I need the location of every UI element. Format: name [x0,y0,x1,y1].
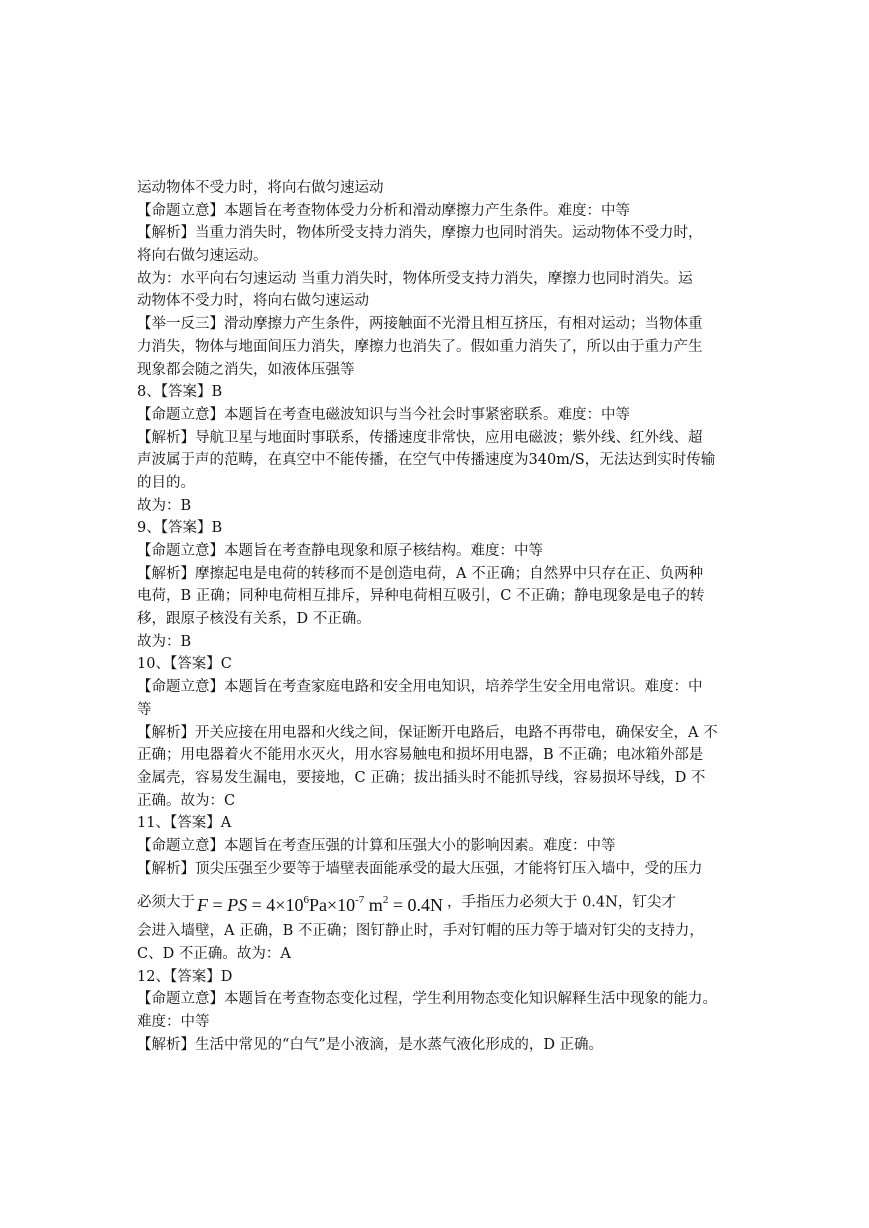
text-block-after-formula [137,920,737,1056]
formula-PS: PS [227,895,248,916]
text-line: 9、【答案】B [137,520,223,537]
text-line: 运动物体不受力时，将向右做匀速运动 [137,180,384,196]
text-block-before-formula [137,177,737,880]
text-line: 移，跟原子核没有关系，D 不正确。 [137,611,371,628]
text-line: 【解析】导航卫星与地面时事联系，传播速度非常快，应用电磁波；紫外线、红外线、超 [137,429,703,446]
formula-result: = 0.4N [388,895,443,916]
text-line: 故为：B [137,497,192,514]
formula-eq1: = [208,895,228,916]
formula-exp2: -7 [355,894,365,907]
text-line: 【命题立意】本题旨在考查电磁波知识与当今社会时事紧密联系。难度：中等 [137,406,630,423]
text-line: 力消失，物体与地面间压力消失，摩擦力也消失了。假如重力消失了，所以由于重力产生 [137,338,703,355]
text-line: 声波属于声的范畴，在真空中不能传播，在空气中传播速度为340m/S，无法达到实时传输 [137,452,716,469]
text-line: 动物体不受力时，将向右做匀速运动 [137,293,369,310]
text-line: 【命题立意】本题旨在考查家庭电路和安全用电知识，培养学生安全用电常识。难度：中 [137,679,703,696]
formula-F: F [197,895,208,916]
text-line: 【命题立意】本题旨在考查物体受力分析和滑动摩擦力产生条件。难度：中等 [137,202,630,219]
text-line: 10、【答案】C [137,656,232,673]
text-line: 12、【答案】D [137,968,233,985]
text-line: 8、【答案】B [137,384,223,401]
text-line: 【解析】摩擦起电是电荷的转移而不是创造电荷，A 不正确；自然界中只存在正、负两种 [137,565,704,582]
text-line: 电荷，B 正确；同种电荷相互排斥，异种电荷相互吸引，C 不正确；静电现象是电子的转 [137,588,705,605]
text-line: 金属壳，容易发生漏电，要接地，C 正确；拔出插头时不能抓导线，容易损坏导线，D 不 [137,769,706,786]
text-line: 的目的。 [137,474,195,491]
text-line: 难度：中等 [137,1014,210,1031]
formula-prefix-text: 必须大于 [137,894,195,911]
text-line: 11、【答案】A [137,815,232,832]
document-body [137,177,737,1056]
text-line: 正确；用电器着火不能用水灭火，用水容易触电和损坏用电器，B 不正确；电冰箱外部是 [137,747,704,764]
text-line: 正确。故为：C [137,792,236,809]
text-line: 故为：B [137,633,192,650]
text-line: 【命题立意】本题旨在考查压强的计算和压强大小的影响因素。难度：中等 [137,837,616,854]
text-line: 【解析】生活中常见的“白气”是小液滴，是水蒸气液化形成的，D 正确。 [137,1036,604,1053]
text-line: 【解析】开关应接在用电器和火线之间，保证断开电路后，电路不再带电，确保安全，A 不 [137,724,718,741]
pressure-formula [197,880,443,925]
text-line: 【举一反三】滑动摩擦力产生条件，两接触面不光滑且相互挤压，有相对运动；当物体重 [137,316,703,333]
formula-unit1: Pa×10 [308,895,356,916]
text-line: 将向右做匀速运动。 [137,248,268,265]
text-line: 会进入墙壁，A 正确，B 不正确；图钉静止时，手对钉帽的压力等于墙对钉尖的支持力， [137,923,704,940]
formula-line [137,880,737,920]
text-line: 【命题立意】本题旨在考查物态变化过程，学生利用物态变化知识解释生活中现象的能力。 [137,991,717,1008]
formula-eq2: = 4×10 [247,895,304,916]
text-line: 【解析】当重力消失时，物体所受支持力消失，摩擦力也同时消失。运动物体不受力时， [137,225,703,242]
formula-unit2: m [364,895,383,916]
text-line: 现象都会随之消失，如液体压强等 [137,361,355,378]
text-line: 【解析】顶尖压强至少要等于墙壁表面能承受的最大压强，才能将钉压入墙中，受的压力 [137,860,703,877]
formula-suffix-text: ，手指压力必须大于 0.4N，钉尖才 [446,894,676,911]
text-line: C、D 不正确。故为：A [137,946,291,962]
formula-exp1: 6 [303,894,309,907]
text-line: 等 [137,701,152,718]
text-line: 故为：水平向右匀速运动 当重力消失时，物体所受支持力消失，摩擦力也同时消失。运 [137,270,693,287]
text-line: 【命题立意】本题旨在考查静电现象和原子核结构。难度：中等 [137,543,543,559]
formula-exp3: 2 [382,894,389,907]
